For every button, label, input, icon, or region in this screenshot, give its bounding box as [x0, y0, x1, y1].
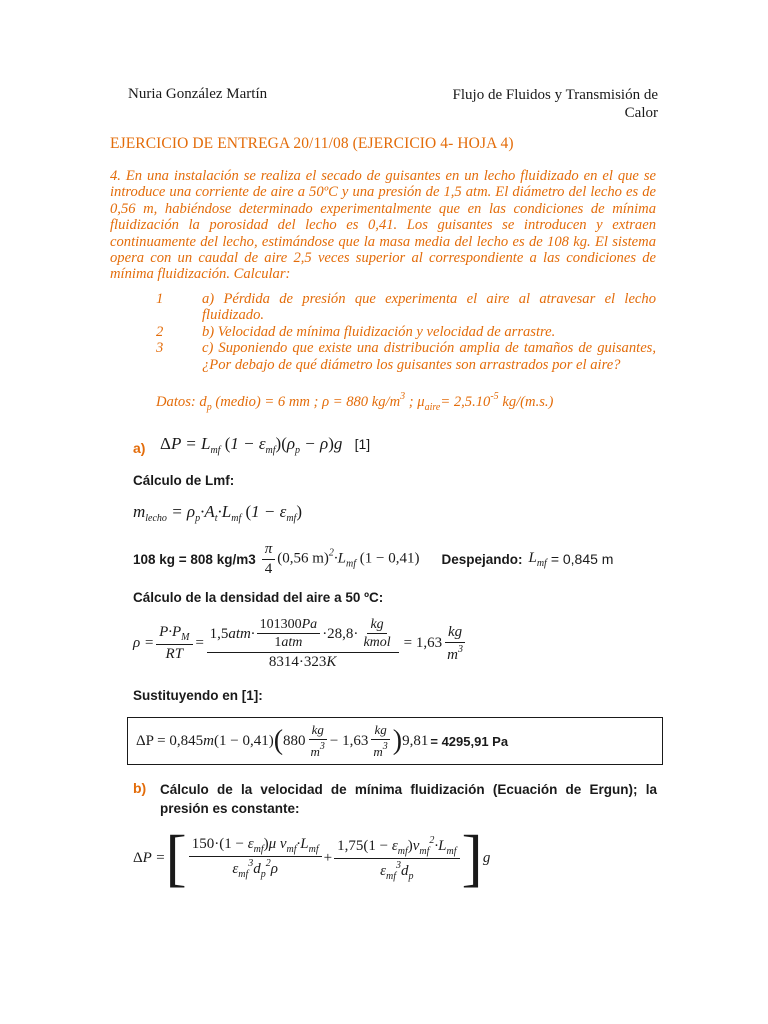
data-mu-unit: kg/(m.s.)	[502, 394, 554, 410]
bed-mass-equation: $m_{lecho} = \rho_p\cdot A_t\cdot L_{mf}$ $(1 - \varepsilon_{mf})$	[133, 502, 302, 524]
air-density-equation: ρ = $\frac{P\cdot P_M}{RT}$ = 1,5 atm· $\frac{101300Pa}{\text{1atm}}$ ·28,8· $\frac{kg}{\text{kmol}}$ 8314·323K = 1,63 $\frac{kg}{m^3}$	[133, 617, 468, 670]
pressure-drop-equation: $\Delta P = L_{mf}$ $(1 - \varepsilon_{mf})(\rho_p - \rho)g$ [1]	[160, 434, 371, 456]
despejando-label: Despejando:	[441, 551, 523, 567]
data-rho: = 880 kg/m	[332, 394, 401, 410]
course-title-line1: Flujo de Fluidos y Transmisión de	[452, 87, 658, 103]
questions-list	[110, 291, 656, 373]
substituting-heading: Sustituyendo en [1]:	[133, 688, 263, 703]
pressure-drop-result: ΔP = 0,845 m (1 − 0,41) ( 880 $\frac{kg}{m^3}$ − 1,63 $\frac{kg}{m^3}$ ) 9,81 = 4295,91 Pa	[136, 722, 509, 759]
question-text-cont: ¿Por debajo de qué diámetro los guisantes son arrastrados por el aire?	[202, 356, 621, 373]
ergun-equation: Δ P = [ $\frac{150\cdot(1 - \varepsilon_{mf})\mu v_{mf}\cdot L_{mf}}{\varepsilon_{mf}^3d_p^2\rho}$ + $\frac{1,75(1 - \varepsilon_{mf})v_{mf}^2\cdot L_{mf}}{\varepsilon_{mf}^3d_p}$ ] g	[133, 822, 491, 893]
result-value: = 4295,91 Pa	[430, 733, 509, 749]
question-text-cont: fluidizado.	[202, 307, 265, 324]
data-mu-val: = 2,5.10	[440, 394, 491, 410]
data-dp: (medio) = 6 mm ;	[215, 394, 323, 410]
result-box	[127, 717, 663, 765]
problem-statement: 4. En una instalación se realiza el secado de guisantes en un lecho fluidizado en el que se introduce una corriente de aire a 50ºC y una presión de 1,5 atm. El diámetro del lecho es de 0,56 m, habiéndose determinado experimentalmente que en las condiciones de mínima fluidización la porosidad del lecho es 0,41. Los guisantes se introducen y extraen continuamente del lecho, estimándose que la masa media del lecho es de 108 kg. El sistema opera con un caudal de aire 2,5 veces superior al correspondiente a las condiciones de mínima fluidización. Calcular:	[110, 168, 656, 283]
equation-ref: [1]	[354, 436, 371, 452]
data-mu-sub: aire	[424, 402, 441, 413]
question-text: a) Pérdida de presión que experimenta el aire al atravesar el lecho	[202, 291, 656, 307]
part-b-label: b)	[133, 780, 147, 796]
part-a-label: a)	[133, 440, 146, 456]
course-title	[420, 86, 658, 122]
course-title-line2: Calor	[624, 105, 658, 121]
question-item	[110, 324, 656, 340]
lmf-heading: Cálculo de Lmf:	[133, 473, 235, 488]
part-b-heading: Cálculo de la velocidad de mínima fluidización (Ecuación de Ergun); la presión es constante:	[160, 782, 657, 816]
question-number: 3	[156, 340, 164, 357]
question-number: 1	[156, 291, 164, 307]
question-item	[110, 340, 656, 373]
density-heading: Cálculo de la densidad del aire a 50 ºC:	[133, 590, 384, 605]
bed-mass-prefix: 108 kg = 808 kg/m3	[133, 551, 256, 567]
question-text: b) Velocidad de mínima fluidización y velocidad de arrastre.	[202, 323, 556, 340]
data-label: Datos:	[156, 394, 196, 410]
data-line: Datos: $d_p$ (medio) = 6 mm ; ρ = 880 $kg/m^3$ ; $\mu_{aire}= 2,5.10^{-5}$ kg/(m.s.)	[156, 391, 554, 413]
bed-mass-substitution: 108 kg = 808 kg/m3 $\frac{\pi}{4}$ (0,56 $m)^2\cdot L_{mf}$ (1 − 0,41) Despejando: $L_{mf}$ = 0,845 m	[133, 541, 614, 577]
question-text: c) Suponiendo que existe una distribución amplia de tamaños de guisantes,	[202, 340, 656, 357]
exercise-title: EJERCICIO DE ENTREGA 20/11/08 (EJERCICIO 4- HOJA 4)	[110, 135, 514, 152]
question-item	[110, 291, 656, 324]
question-number: 2	[156, 323, 164, 340]
data-mu-exp: -5	[490, 391, 499, 402]
lmf-value: = 0,845 m	[550, 551, 614, 567]
author-name: Nuria González Martín	[128, 86, 268, 102]
